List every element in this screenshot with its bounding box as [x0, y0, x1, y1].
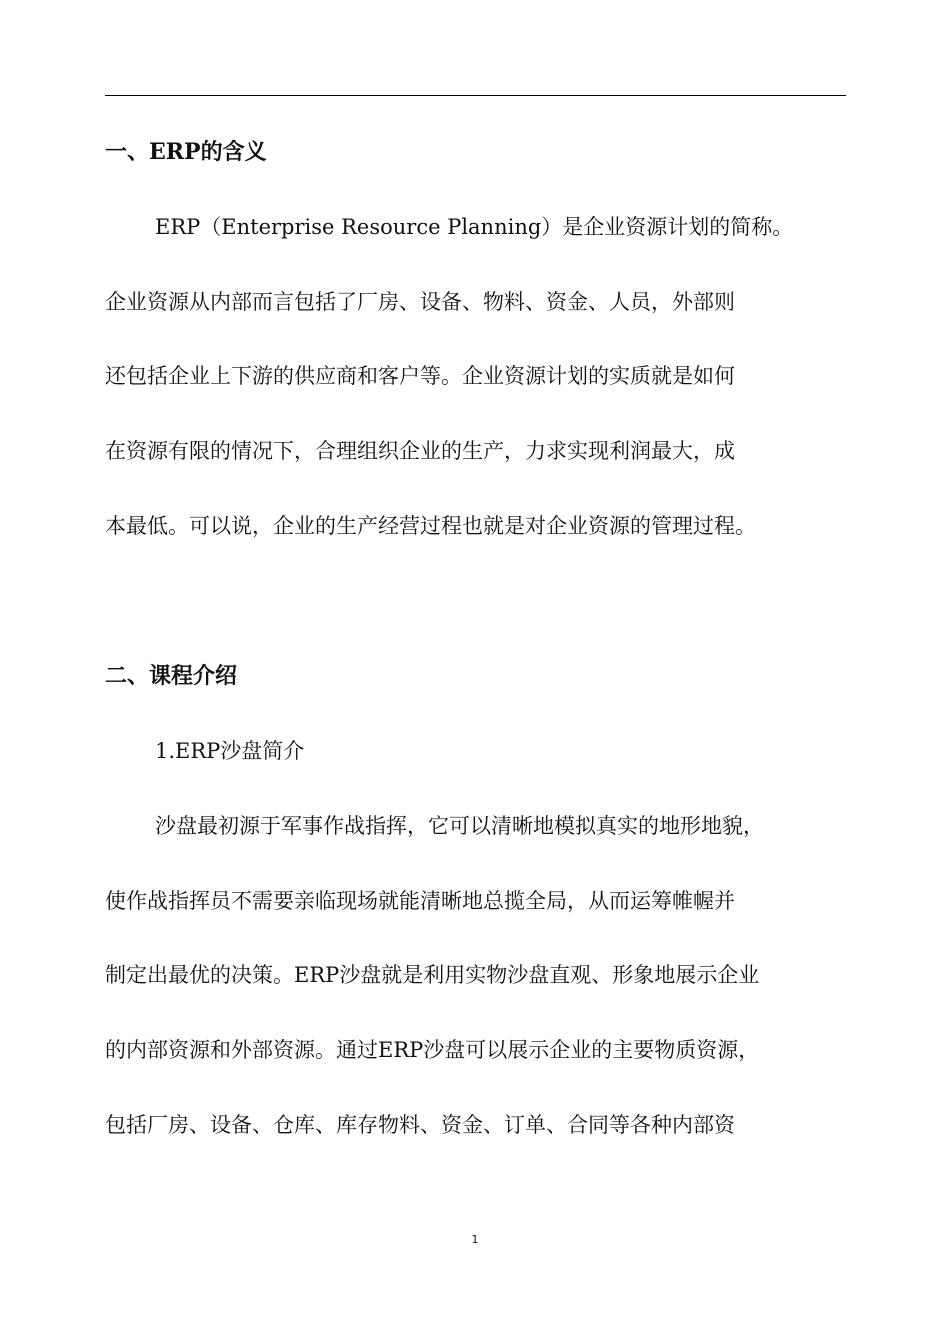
section-2-paragraph-line-3: 制定出最优的决策。ERP沙盘就是利用实物沙盘直观、形象地展示企业 — [105, 963, 760, 987]
section-2-heading: 二、课程介绍 — [105, 663, 238, 689]
section-1-paragraph-line-4: 在资源有限的情况下，合理组织企业的生产，力求实现利润最大，成 — [105, 439, 735, 463]
section-1-paragraph-line-5: 本最低。可以说，企业的生产经营过程也就是对企业资源的管理过程。 — [105, 514, 756, 538]
section-1-paragraph-line-2: 企业资源从内部而言包括了厂房、设备、物料、资金、人员，外部则 — [105, 290, 735, 314]
header-rule — [105, 95, 846, 96]
section-2-paragraph-line-1: 沙盘最初源于军事作战指挥，它可以清晰地模拟真实的地形地貌， — [155, 814, 764, 838]
section-2-paragraph-line-5: 包括厂房、设备、仓库、库存物料、资金、订单、合同等各种内部资 — [105, 1113, 735, 1137]
section-1-heading: 一、ERP的含义 — [105, 139, 267, 165]
section-1-paragraph-line-1: ERP（Enterprise Resource Planning）是企业资源计划的简称。 — [155, 215, 794, 239]
page-number: 1 — [471, 1233, 479, 1246]
section-2-paragraph-line-4: 的内部资源和外部资源。通过ERP沙盘可以展示企业的主要物质资源， — [105, 1038, 760, 1062]
section-2-subheading: 1.ERP沙盘简介 — [155, 739, 305, 763]
section-1-paragraph-line-3: 还包括企业上下游的供应商和客户等。企业资源计划的实质就是如何 — [105, 364, 735, 388]
section-2-paragraph-line-2: 使作战指挥员不需要亲临现场就能清晰地总揽全局，从而运筹帷幄并 — [105, 889, 735, 913]
